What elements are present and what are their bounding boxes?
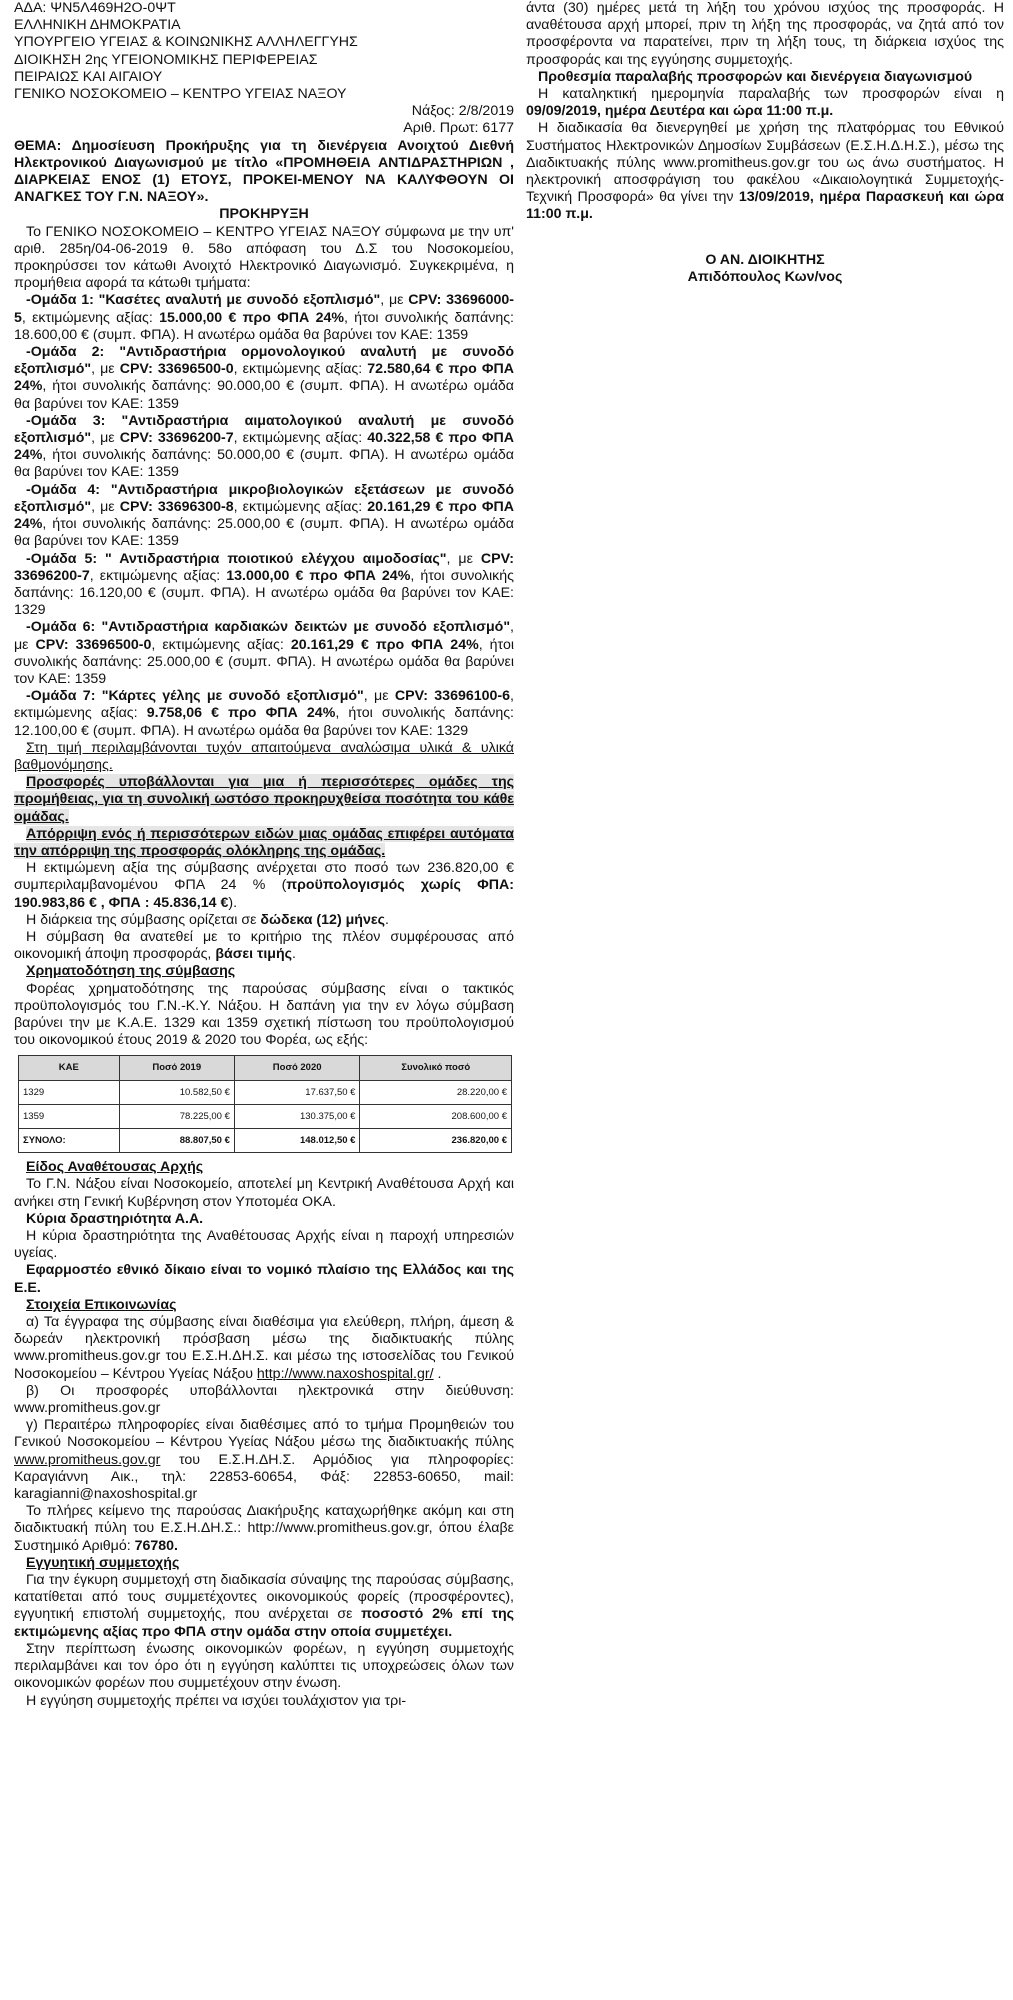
law-text: Εφαρμοστέο εθνικό δίκαιο είναι το νομικό πλαίσιο της Ελλάδος και της Ε.Ε. (14, 1262, 514, 1296)
rejection-note: Απόρριψη ενός ή περισσότερων ειδών μιας ομάδας επιφέρει αυτόματα την απόρριψη της προσφοράς ολόκληρης της ομάδας. (14, 825, 514, 859)
table-cell: 10.582,50 € (119, 1080, 234, 1104)
table-cell: 148.012,50 € (234, 1129, 360, 1153)
table-cell: 28.220,00 € (360, 1080, 512, 1104)
financing-title: Χρηματοδότηση της σύμβασης (26, 963, 236, 980)
group-item: -Ομάδα 4: "Αντιδραστήρια μικροβιολογικών εξετάσεων με συνοδό εξοπλισμό", με CPV: 33696300-8, εκτιμώμενης αξίας: 20.161,29 € προ ΦΠΑ 24%, ήτοι συνολικής δαπάνης: 25.000,00 € (συμπ. ΦΠΑ). Η ανωτέρω ομάδα θα βαρύνει τον ΚΑΕ: 1359 (14, 481, 514, 550)
duration: Η διάρκεια της σύμβασης ορίζεται σε δώδεκα (12) μήνες. (26, 911, 389, 928)
signature-role: Ο ΑΝ. ΔΙΟΙΚΗΤΗΣ (705, 251, 825, 268)
table-row (19, 1104, 512, 1128)
group-item: -Ομάδα 2: "Αντιδραστήρια ορμονολογικού αναλυτή με συνοδό εξοπλισμό", με CPV: 33696500-0, εκτιμώμενης αξίας: 72.580,64 € προ ΦΠΑ 24%, ήτοι συνολικής δαπάνης: 90.000,00 € (συμπ. ΦΠΑ). Η ανωτέρω ομάδα θα βαρύνει τον ΚΑΕ: 1359 (14, 344, 514, 412)
contact-b: β) Οι προσφορές υποβάλλονται ηλεκτρονικά στην διεύθυνση: www.promitheus.gov.gr (14, 1382, 514, 1417)
deadline-text: Η καταληκτική ημερομηνία παραλαβής των προσφορών είναι η 09/09/2019, ημέρα Δευτέρα και ώρα 11:00 π.μ. (526, 86, 1004, 120)
consumables-note: Στη τιμή περιλαμβάνονται τυχόν απαιτούμενα αναλώσιμα υλικά & υλικά βαθμονόμησης. (14, 739, 514, 773)
contact-c: γ) Περαιτέρω πληροφορίες είναι διαθέσιμες από το τμήμα Προμηθειών του Γενικού Νοσοκομείου – Κέντρου Υγείας Νάξου μέσω της διαδικτυακής πύλης www.promitheus.gov.gr του Ε.Σ.Η.ΔΗ.Σ. Αρμόδιος για πληροφορίες: Καραγιάννη Αικ., τηλ: 22853-60654, Φάξ: 22853-60650, mail: karagianni@naxoshospital.gr (14, 1417, 514, 1503)
signature-block (526, 252, 1004, 286)
table-cell: 17.637,50 € (234, 1080, 360, 1104)
right-column (526, 0, 1004, 286)
subject: ΘΕΜΑ: Δημοσίευση Προκήρυξης για τη διενέργεια Ανοιχτού Διεθνή Ηλεκτρονικού Διαγωνισμού με τίτλο «ΠΡΟΜΗΘΕΙΑ ΑΝΤΙΔΡΑΣΤΗΡΙΩΝ , ΔΙΑΡΚΕΙΑΣ ΕΝΟΣ (1) ΕΤΟΥΣ, ΠΡΟΚΕΙ-ΜΕΝΟΥ ΝΑ ΚΑΛΥΦΘΟΥΝ ΟΙ ΑΝΑΓΚΕΣ ΤΟΥ Γ.Ν. ΝΑΞΟΥ». (14, 137, 514, 206)
table-cell: ΣΥΝΟΛΟ: (19, 1129, 120, 1153)
award-criterion: Η σύμβαση θα ανατεθεί με το κριτήριο της πλέον συμφέρουσας από οικονομική άποψη προσφοράς, βάσει τιμής. (14, 928, 514, 963)
group-item: -Ομάδα 1: "Κασέτες αναλυτή με συνοδό εξοπλισμό", με CPV: 33696000-5, εκτιμώμενης αξίας: 15.000,00 € προ ΦΠΑ 24%, ήτοι συνολικής δαπάνης: 18.600,00 € (συμπ. ΦΠΑ). Η ανωτέρω ομάδα θα βαρύνει τον ΚΑΕ: 1359 (14, 292, 515, 343)
table-header-cell: Ποσό 2019 (119, 1056, 234, 1080)
table-header-cell: ΚΑΕ (19, 1056, 120, 1080)
table-cell: 236.820,00 € (360, 1129, 512, 1153)
group-item: -Ομάδα 5: " Αντιδραστήρια ποιοτικού ελέγχου αιμοδοσίας", με CPV: 33696200-7, εκτιμώμενης αξίας: 13.000,00 € προ ΦΠΑ 24%, ήτοι συνολικής δαπάνης: 16.120,00 € (συμπ. ΦΠΑ). Η ανωτέρω ομάδα θα βαρύνει τον ΚΑΕ: 1329 (14, 550, 515, 619)
left-column (14, 0, 514, 1710)
table-cell: 78.225,00 € (119, 1104, 234, 1128)
offers-note: Προσφορές υποβάλλονται για μια ή περισσότερες ομάδες της προμήθειας, για τη συνολική ωστόσο προκηρυχθείσα ποσότητα του κάθε ομάδας. (14, 774, 514, 825)
header-line: ΓΕΝΙΚΟ ΝΟΣΟΚΟΜΕΙΟ – ΚΕΝΤΡΟ ΥΓΕΙΑΣ ΝΑΞΟΥ (14, 86, 347, 103)
guarantee-text: Για την έγκυρη συμμετοχή στη διαδικασία σύναψης της παρούσας σύμβασης, κατατίθεται από τους συμμετέχοντες οικονομικούς φορείς (προσφέροντες), εγγυητική επιστολή συμμετοχής, που ανέρχεται σε ποσοστό 2% επί της εκτιμώμενης αξίας προ ΦΠΑ στην ομάδα στην οποία συμμετέχει. (14, 1572, 514, 1640)
signature-name: Απιδόπουλος Κων/νος (687, 268, 843, 285)
header-line: ΔΙΟΙΚΗΣΗ 2ης ΥΓΕΙΟΝΟΜΙΚΗΣ ΠΕΡΙΦΕΡΕΙΑΣ (14, 51, 318, 68)
groups-list (14, 292, 514, 739)
financing-text: Φορέας χρηματοδότησης της παρούσας σύμβασης είναι ο τακτικός προϋπολογισμός του Γ.Ν.-Κ.Υ. Νάξου. Η δαπάνη για την εν λόγω σύμβαση βαρύνει την με Κ.Α.Ε. 1329 και 1359 σχετική πίστωση του προϋπολογισμού του οικονομικού έτους 2019 & 2020 του Φορέα, ως εξής: (14, 980, 514, 1049)
table-total-row (19, 1129, 512, 1153)
validity-text-end: άντα (30) ημέρες μετά τη λήξη του χρόνου ισχύος της προσφοράς. Η αναθέτουσα αρχή μπορεί, πριν τη λήξη της προσφοράς, να ζητά από τον προσφέροντα να παρατείνει, πριν τη λήξη τους, τη διάρκεια ισχύος της προσφοράς και της εγγύησης συμμετοχής. (526, 0, 1004, 68)
group-item: -Ομάδα 3: "Αντιδραστήρια αιματολογικού αναλυτή με συνοδό εξοπλισμό", με CPV: 33696200-7, εκτιμώμενης αξίας: 40.322,58 € προ ΦΠΑ 24%, ήτοι συνολικής δαπάνης: 50.000,00 € (συμπ. ΦΠΑ). Η ανωτέρω ομάδα θα βαρύνει τον ΚΑΕ: 1359 (14, 412, 514, 481)
contact-title: Στοιχεία Επικοινωνίας (26, 1296, 177, 1313)
contact-a: α) Τα έγγραφα της σύμβασης είναι διαθέσιμα για ελεύθερη, πλήρη, άμεση & δωρεάν ηλεκτρονική πρόσβαση μέσω της διαδικτυακής πύλης www.promitheus.gov.gr του Ε.Σ.Η.ΔΗ.Σ. και μέσω της ιστοσελίδας του Γενικού Νοσοκομείου – Κέντρου Υγείας Νάξου http://www.naxoshospital.gr/ . (14, 1314, 514, 1382)
table-header-cell: Συνολικό ποσό (360, 1056, 512, 1080)
protocol-number: Αριθ. Πρωτ: 6177 (403, 120, 514, 137)
header-line: ΠΕΙΡΑΙΩΣ ΚΑΙ ΑΙΓΑΙΟΥ (14, 68, 163, 85)
guarantee-title: Εγγυητική συμμετοχής (26, 1554, 180, 1571)
funding-table (18, 1055, 512, 1153)
header-block (14, 0, 514, 138)
union-text: Στην περίπτωση ένωσης οικονομικών φορέων, η εγγύηση συμμετοχής περιλαμβάνει και τον όρο ότι η εγγύηση καλύπτει τις υποχρεώσεις όλων των οικονομικών φορέων που συμμετέχουν στην ένωση. (14, 1640, 514, 1692)
table-cell: 1359 (19, 1104, 120, 1128)
table-row (19, 1080, 512, 1104)
header-line: ΕΛΛΗΝΙΚΗ ΔΗΜΟΚΡΑΤΙΑ (14, 17, 181, 34)
table-cell: 88.807,50 € (119, 1129, 234, 1153)
table-cell: 1329 (19, 1080, 120, 1104)
validity-text-start: Η εγγύηση συμμετοχής πρέπει να ισχύει τουλάχιστον για τρι- (26, 1692, 407, 1709)
main-activity-title: Κύρια δραστηριότητα Α.Α. (26, 1210, 204, 1227)
intro-paragraph: Το ΓΕΝΙΚΟ ΝΟΣΟΚΟΜΕΙΟ – ΚΕΝΤΡΟ ΥΓΕΙΑΣ ΝΑΞΟΥ σύμφωνα με την υπ' αριθ. 285η/04-06-2019 θ. 58ο απόφαση του Δ.Σ του Νοσοκομείου, προκηρύσσει τον κάτωθι Ανοιχτό Ηλεκτρονικό Διαγωνισμό. Συγκεκριμένα, η προμήθεια αφορά τα κάτωθι τμήματα: (14, 223, 514, 292)
group-item: -Ομάδα 6: "Αντιδραστήρια καρδιακών δεικτών με συνοδό εξοπλισμό", με CPV: 33696500-0, εκτιμώμενης αξίας: 20.161,29 € προ ΦΠΑ 24%, ήτοι συνολικής δαπάνης: 25.000,00 € (συμπ. ΦΠΑ). Η ανωτέρω ομάδα θα βαρύνει τον ΚΑΕ: 1359 (14, 619, 514, 687)
promitheus-link[interactable]: www.promitheus.gov.gr (14, 1451, 161, 1468)
table-header-cell: Ποσό 2020 (234, 1056, 360, 1080)
main-activity-text: Η κύρια δραστηριότητα της Αναθέτουσας Αρχής είναι η παροχή υπηρεσιών υγείας. (14, 1228, 514, 1262)
date: Νάξος: 2/8/2019 (411, 103, 514, 120)
table-cell: 208.600,00 € (360, 1104, 512, 1128)
procedure-text: Η διαδικασία θα διενεργηθεί με χρήση της πλατφόρμας του Εθνικού Συστήματος Ηλεκτρονικών Δημοσίων Συμβάσεων (Ε.Σ.Η.Δ.Η.Σ.), μέσω της Διαδικτυακής πύλης www.promitheus.gov.gr του ως άνω συστήματος. Η ηλεκτρονική αποσφράγιση του φακέλου «Δικαιολογητικά Συμμετοχής-Τεχνική Προσφορά» θα γίνει την 13/09/2019, ημέρα Παρασκευή και ώρα 11:00 π.μ. (526, 120, 1005, 223)
table-cell: 130.375,00 € (234, 1104, 360, 1128)
header-line: ΥΠΟΥΡΓΕΙΟ ΥΓΕΙΑΣ & ΚΟΙΝΩΝΙΚΗΣ ΑΛΛΗΛΕΓΓΥΗΣ (14, 34, 358, 51)
proclamation-title: ΠΡΟΚΗΡΥΞΗ (219, 206, 309, 223)
hospital-link[interactable]: http://www.naxoshospital.gr/ (256, 1365, 434, 1382)
group-item: -Ομάδα 7: "Κάρτες γέλης με συνοδό εξοπλισμό", με CPV: 33696100-6, εκτιμώμενης αξίας: 9.758,06 € προ ΦΠΑ 24%, ήτοι συνολικής δαπάνης: 12.100,00 € (συμπ. ΦΠΑ). Η ανωτέρω ομάδα θα βαρύνει τον ΚΑΕ: 1329 (14, 688, 514, 739)
deadline-title: Προθεσμία παραλαβής προσφορών και διενέργεια διαγωνισμού (538, 68, 973, 85)
ada-code: ΑΔΑ: ΨΝ5Λ469Η2Ο-0ΨΤ (14, 0, 176, 16)
authority-type-title: Είδος Αναθέτουσας Αρχής (26, 1159, 204, 1176)
table-header-row (19, 1056, 512, 1080)
authority-type-text: Το Γ.Ν. Νάξου είναι Νοσοκομείο, αποτελεί μη Κεντρική Αναθέτουσα Αρχή και ανήκει στη Γενική Κυβέρνηση στον Υποτομέα ΟΚΑ. (14, 1176, 514, 1210)
kimdis-text: Το πλήρες κείμενο της παρούσας Διακήρυξης καταχωρήθηκε ακόμη και στη διαδικτυακή πύλη του Ε.Σ.Η.ΔΗ.Σ.: http://www.promitheus.gov.gr, όπου έλαβε Συστημικό Αριθμό: 76780. (14, 1503, 514, 1554)
contract-value: Η εκτιμώμενη αξία της σύμβασης ανέρχεται στο ποσό των 236.820,00 € συμπεριλαμβανομένου ΦΠΑ 24 % (προϋπολογισμός χωρίς ΦΠΑ: 190.983,86 € , ΦΠΑ : 45.836,14 €). (14, 860, 514, 911)
